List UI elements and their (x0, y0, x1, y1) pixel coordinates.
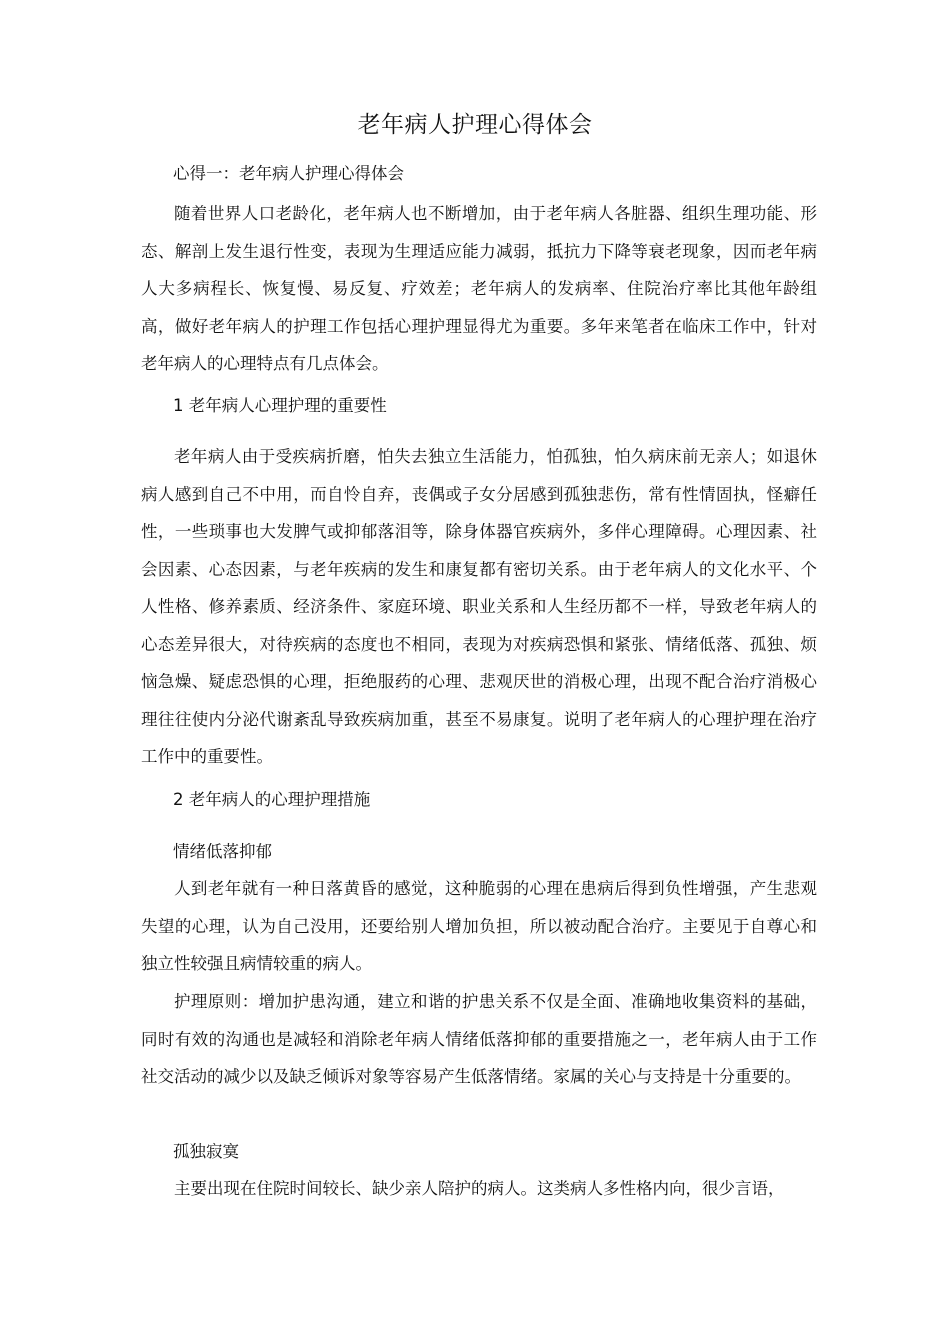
item-1-heading: 情绪低落抑郁 (173, 842, 272, 861)
document-title: 老年病人护理心得体会 (357, 112, 593, 138)
item-2-heading: 孤独寂寞 (173, 1142, 239, 1161)
intro-paragraph: 随着世界人口老龄化，老年病人也不断增加，由于老年病人各脏器、组织生理功能、形态、解剖上发生退行性变，表现为生理适应能力减弱，抵抗力下降等衰老现象，因而老年病人大多病程长、恢复慢、易反复、疗效差；老年病人的发病率、住院治疗率比其他年龄组高，做好老年病人的护理工作包括心理护理显得尤为重要。多年来笔者在临床工作中，针对老年病人的心理特点有几点体会。 (141, 204, 817, 373)
section-2-heading: 2 老年病人的心理护理措施 (173, 790, 371, 809)
item-1-paragraph: 人到老年就有一种日落黄昏的感觉，这种脆弱的心理在患病后得到负性增强，产生悲观失望的心理，认为自己没用，还要给别人增加负担，所以被动配合治疗。主要见于自尊心和独立性较强且病情较重的病人。 (141, 879, 817, 973)
item-2-paragraph: 主要出现在住院时间较长、缺少亲人陪护的病人。这类病人多性格内向，很少言语， (174, 1179, 785, 1198)
item-1-principle-paragraph: 护理原则：增加护患沟通，建立和谐的护患关系不仅是全面、准确地收集资料的基础，同时有效的沟通也是减轻和消除老年病人情绪低落抑郁的重要措施之一，老年病人由于工作社交活动的减少以及缺乏倾诉对象等容易产生低落情绪。家属的关心与支持是十分重要的。 (141, 992, 817, 1086)
document-subtitle: 心得一：老年病人护理心得体会 (173, 164, 404, 183)
section-1-paragraph: 老年病人由于受疾病折磨，怕失去独立生活能力，怕孤独，怕久病床前无亲人；如退休病人感到自己不中用，而自怜自弃，丧偶或子女分居感到孤独悲伤，常有性情固执，怪癖任性，一些琐事也大发脾气或抑郁落泪等，除身体器官疾病外，多伴心理障碍。心理因素、社会因素、心态因素，与老年疾病的发生和康复都有密切关系。由于老年病人的文化水平、个人性格、修养素质、经济条件、家庭环境、职业关系和人生经历都不一样，导致老年病人的心态差异很大，对待疾病的态度也不相同，表现为对疾病恐惧和紧张、情绪低落、孤独、烦恼急燥、疑虑恐惧的心理，拒绝服药的心理、悲观厌世的消极心理，出现不配合治疗消极心理往往使内分泌代谢紊乱导致疾病加重，甚至不易康复。说明了老年病人的心理护理在治疗工作中的重要性。 (141, 447, 817, 766)
section-1-heading: 1 老年病人心理护理的重要性 (173, 396, 387, 415)
